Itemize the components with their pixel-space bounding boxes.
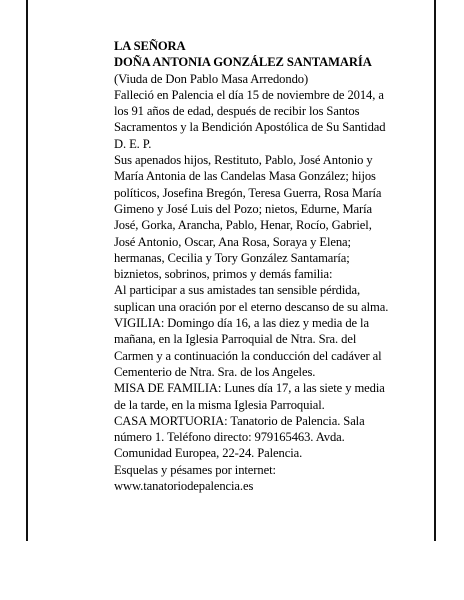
notice-line: número 1. Teléfono directo: 979165463. Avda. [114, 430, 345, 445]
notice-line: suplican una oración por el eterno descanso de su alma. [114, 299, 389, 314]
notice-line: Falleció en Palencia el día 15 de noviembre de 2014, a [114, 87, 384, 102]
website-link[interactable]: www.tanatoriodepalencia.es [114, 479, 254, 494]
notice-line: Cementerio de Ntra. Sra. de los Angeles. [114, 364, 316, 379]
notice-line: Comunidad Europea, 22-24. Palencia. [114, 446, 303, 461]
notice-line: hermanas, Cecilia y Tory González Santamaría; [114, 250, 350, 265]
notice-line: Sus apenados hijos, Restituto, Pablo, José Antonio y [114, 153, 373, 168]
notice-line: Sacramentos y la Bendición Apostólica de Su Santidad [114, 120, 386, 135]
right-border-line [434, 0, 436, 541]
notice-line: políticos, Josefina Bregón, Teresa Guerra, Rosa María [114, 185, 382, 200]
notice-line: José Antonio, Oscar, Ana Rosa, Soraya y Elena; [114, 234, 351, 249]
notice-line: (Viuda de Don Pablo Masa Arredondo) [114, 71, 309, 86]
notice-line: MISA DE FAMILIA: Lunes día 17, a las siete y media [114, 381, 385, 396]
notice-line: de la tarde, en la misma Iglesia Parroquial. [114, 397, 325, 412]
notice-title-line-2: DOÑA ANTONIA GONZÁLEZ SANTAMARÍA [114, 55, 372, 70]
notice-line: biznietos, sobrinos, primos y demás familia: [114, 267, 333, 282]
notice-line: María Antonia de las Candelas Masa González; hijos [114, 169, 376, 184]
notice-title-line-1: LA SEÑORA [114, 39, 186, 53]
notice-line: mañana, en la Iglesia Parroquial de Ntra. Sra. del [114, 332, 357, 347]
notice-line: los 91 años de edad, después de recibir los Santos [114, 104, 360, 119]
notice-line: D. E. P. [114, 136, 152, 151]
notice-line: Carmen y a continuación la conducción del cadáver al [114, 348, 382, 363]
notice-line: Gimeno y José Luis del Pozo; nietos, Edurne, María [114, 201, 373, 216]
notice-line: José, Gorka, Arancha, Pablo, Henar, Rocío, Gabriel, [114, 218, 372, 233]
notice-line: Esquelas y pésames por internet: [114, 462, 276, 477]
obituary-notice [114, 38, 424, 494]
notice-line: Al participar a sus amistades tan sensible pérdida, [114, 283, 361, 298]
notice-line: VIGILIA: Domingo día 16, a las diez y media de la [114, 316, 369, 331]
notice-line: CASA MORTUORIA: Tanatorio de Palencia. Sala [114, 413, 365, 428]
left-border-line [26, 0, 28, 541]
